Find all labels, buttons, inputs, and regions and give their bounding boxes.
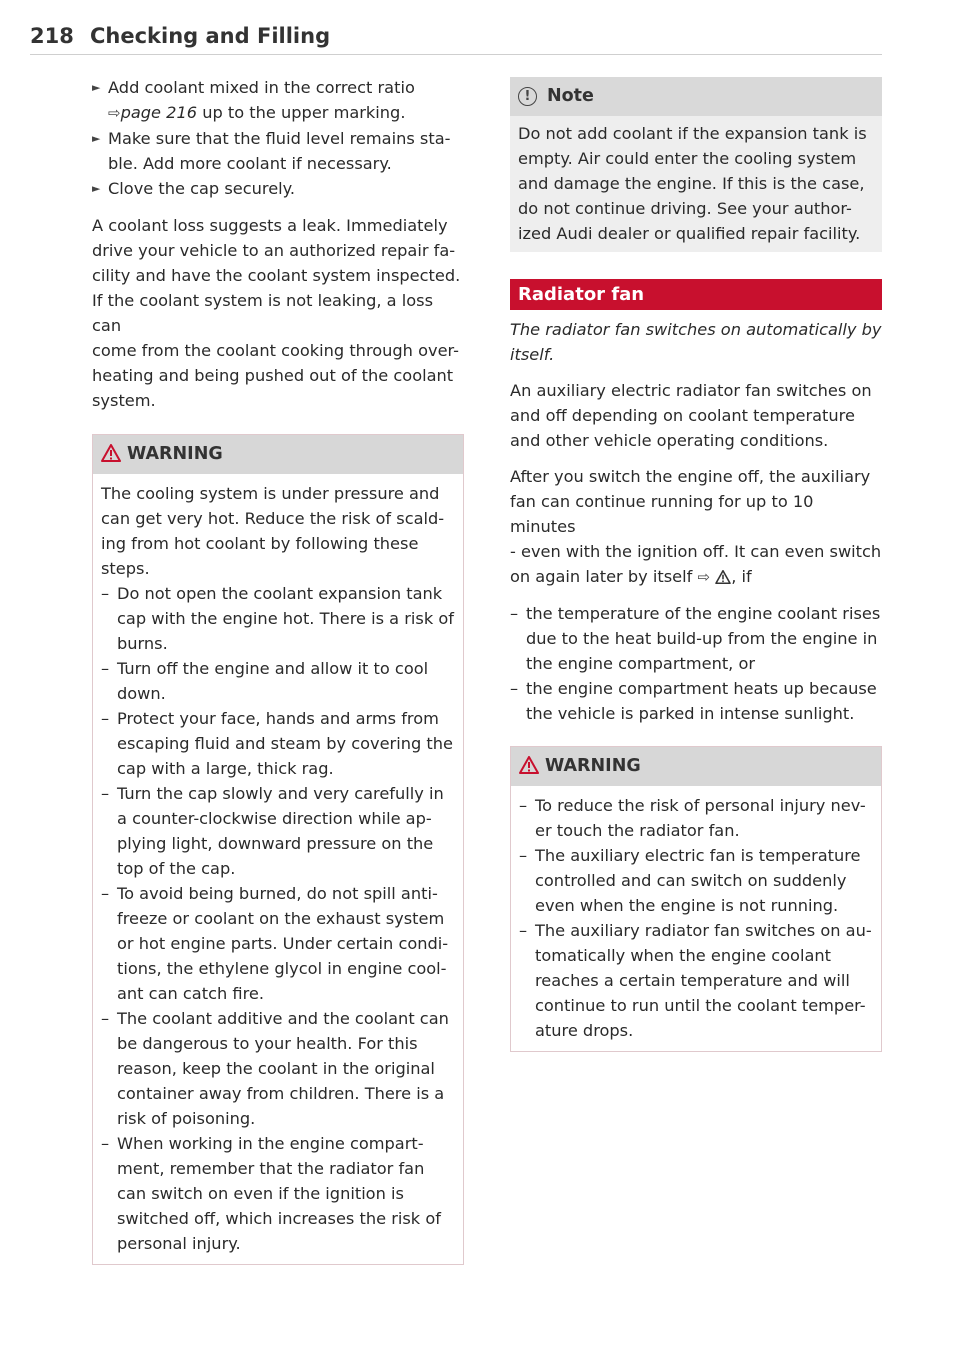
page-header — [30, 22, 882, 55]
radiator-fan-heading: Radiator fan — [510, 279, 882, 310]
note-header — [510, 77, 882, 116]
warning-list-item: – To reduce the risk of personal injury nev- er touch the radiator fan. — [519, 796, 866, 840]
warning-title: WARNING — [545, 756, 641, 776]
warning-reference-icon[interactable] — [715, 570, 731, 584]
left-column — [92, 75, 464, 1265]
bullet-triangle-icon: ► — [92, 132, 101, 145]
warning-body: The cooling system is under pressure and can get very hot. Reduce the risk of scald- ing from hot coolant by following these steps. – Do not open the coolant expansion tank cap with the engine hot. There is a risk of burns. – Turn off the engine and allow it to cool down. – Protect your face, hands and arms from escaping fluid and steam by covering the cap with a large, thick rag. – Turn the cap slowly and very carefully in a counter-clockwise direction while ap- plying light, downward pressure on the top of the cap. – To avoid being burned, do not spill anti- freeze or coolant on the exhaust system or hot engine parts. Under certain condi- tions, the ethylene glycol in engine cool- ant can catch fire. – The coolant additive and the coolant can be dangerous to your health. For this reason, keep the coolant in the original container away from children. There is a risk of poisoning. – When working in the engine compart- ment, remember that the radiator fan can switch on even if the ignition is switched off, which increases the risk of personal injury. — [93, 474, 463, 1264]
warning-list-item: – Turn the cap slowly and very carefully in a counter-clockwise direction while ap- plying light, downward pressure on the top of the cap. — [101, 784, 444, 878]
reference-arrow-icon: ⇨ — [108, 104, 121, 122]
bullet-item: ► Clove the cap securely. — [92, 176, 464, 201]
warning-list-item: – To avoid being burned, do not spill anti- freeze or coolant on the exhaust system or hot engine parts. Under certain condi- tions, the ethylene glycol in engine cool- ant can catch fire. — [101, 884, 449, 1003]
right-column — [510, 77, 882, 1052]
warning-box-cooling — [92, 434, 464, 1265]
warning-triangle-icon — [101, 444, 121, 462]
condition-item: – the temperature of the engine coolant rises due to the heat build-up from the engine in the engine compartment, or — [510, 604, 881, 673]
fan-paragraph-1: An auxiliary electric radiator fan switches on and off depending on coolant temperature and other vehicle operating conditions. — [510, 381, 872, 450]
warning-list-item: – Do not open the coolant expansion tank cap with the engine hot. There is a risk of burns. — [101, 584, 454, 653]
page-reference-link[interactable]: page 216 — [120, 103, 198, 122]
note-box — [510, 77, 882, 252]
section-title: Checking and Filling — [90, 24, 331, 48]
warning-title: WARNING — [127, 444, 223, 464]
warning-triangle-icon — [519, 756, 539, 774]
reference-arrow-icon: ⇨ — [697, 568, 711, 586]
fan-conditions-list — [510, 601, 882, 726]
note-title: Note — [547, 86, 594, 106]
warning-list-item: – Turn off the engine and allow it to cool down. — [101, 659, 429, 703]
warning-header — [93, 435, 463, 474]
bullet-item: ► Make sure that the fluid level remains sta- ble. Add more coolant if necessary. — [92, 126, 464, 176]
bullet-item: ► Add coolant mixed in the correct ratio ⇨page 216 up to the upper marking. — [92, 75, 464, 126]
warning-body — [511, 786, 881, 1051]
radiator-fan-intro: The radiator fan switches on automatically by itself. — [510, 320, 882, 364]
bullet-triangle-icon: ► — [92, 81, 101, 94]
bullet-triangle-icon: ► — [92, 182, 101, 195]
warning-list-item: – The auxiliary electric fan is temperature controlled and can switch on suddenly even when the engine is not running. — [519, 846, 861, 915]
condition-item: – the engine compartment heats up because the vehicle is parked in intense sunlight. — [510, 679, 877, 723]
warning-box-fan — [510, 746, 882, 1052]
coolant-loss-paragraph: A coolant loss suggests a leak. Immediately drive your vehicle to an authorized repair fa- cility and have the coolant system inspected. If the coolant system is not leaking, a loss can come from the coolant cooking through over- heating and being pushed out of the coolant system. — [92, 216, 461, 410]
warning-list-item: – Protect your face, hands and arms from escaping fluid and steam by covering the cap with a large, thick rag. — [101, 709, 453, 778]
fan-paragraph-2: After you switch the engine off, the auxiliary fan can continue running for up to 10 minutes - even with the ignition off. It can even switch on again later by itself ⇨ , if — [510, 467, 882, 586]
warning-list-item: – When working in the engine compart- ment, remember that the radiator fan can switch on even if the ignition is switched off, which increases the risk of personal injury. — [101, 1134, 441, 1253]
exclamation-circle-icon: ! — [518, 87, 537, 106]
warning-header — [511, 747, 881, 786]
warning-list-item: – The auxiliary radiator fan switches on au- tomatically when the engine coolant reaches a certain temperature and will continue to run until the coolant temper- ature drops. — [519, 921, 872, 1040]
note-body: Do not add coolant if the expansion tank is empty. Air could enter the cooling system and damage the engine. If this is the case, do not continue driving. See your author- ized Audi dealer or qualified repair facility. — [518, 124, 867, 243]
warning-list-item: – The coolant additive and the coolant can be dangerous to your health. For this reason, keep the coolant in the original container away from children. There is a risk of poisoning. — [101, 1009, 449, 1128]
page-number: 218 — [30, 24, 74, 48]
